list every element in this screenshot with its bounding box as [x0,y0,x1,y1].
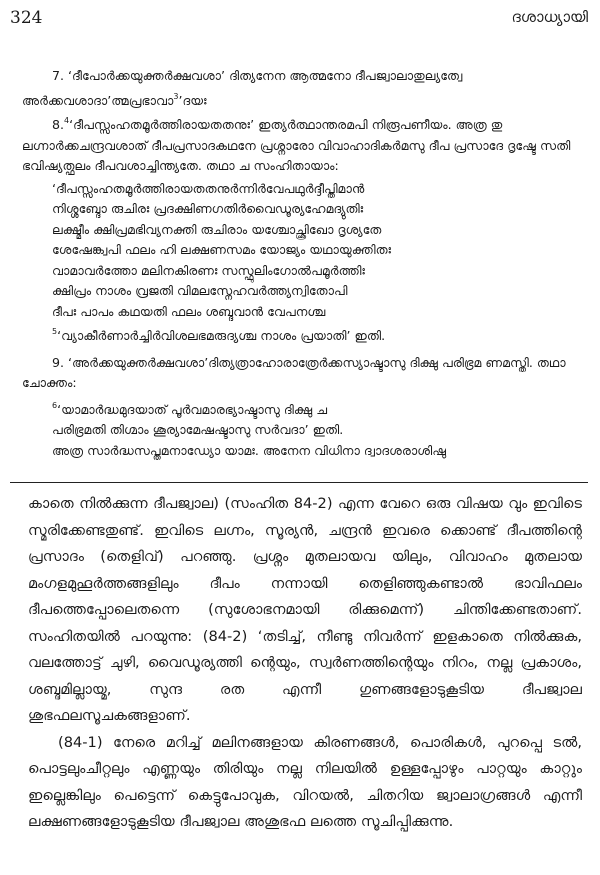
malayalam-translation [28,491,582,836]
para7-text-cont: അർക്കവശാദാ’ത്മപ്രഭാവാ [22,92,174,108]
translation-paragraph-2: (84-1) നേരെ മറിച്ച് മലിനങ്ങളായ കിരണങ്ങൾ, പൊരികൾ, പുറപ്പെ ടൽ, പൊട്ടലും‌ചീറ്റലും എണ്ണയും തിരിയും നല്ല നിലയിൽ ഉള്ളപ്പോഴും പാറ്റയും കാറ്റും ഇല്ലെങ്കിലും പെട്ടെന്ന് കെട്ടുപോവുക, വിറയൽ, ചിതറിയ ജ്വാലാഗ്രങ്ങൾ എന്നീ ലക്ഷണങ്ങളോടുകൂടിയ ദീപജ്വാല അശുഭഫ ലത്തെ സൂചിപ്പിക്കുന്നു. [28,733,582,830]
page-number: 324 [10,8,43,28]
verse-block-2 [52,396,578,462]
verse-line: ക്ഷിപ്രം നാശം വ്രജതി വിമലസ്നേഹവർത്ത്യന്വിതോപി [52,283,348,298]
verse-line: ശേഷേങ്ക്വപി ഫലം ഹി ലക്ഷണസമം യോജ്യം യഥായുക്തിതഃ [52,242,392,257]
page-header [10,8,588,38]
verse-line: ലക്ഷ്മീം ക്ഷിപ്രമഭിവ്യനക്തി രുചിരാം യശ്ചോച്ഛ്രിഖോ ദൃശ്യതേ [52,221,382,237]
verse-line: പരിഭ്രമതി തിഗ്മാം ശൂര്യാമേഷഷ്ടാസു സർവദാ’ ഇതി. [52,422,344,437]
commentary-paragraph-7 [22,66,578,111]
footnote-ref-3: 3 [173,91,179,101]
footnote-ref-6: 6 [52,400,58,410]
sanskrit-commentary [22,66,578,467]
commentary-paragraph-8 [22,111,578,177]
para8-text: ‘ദീപസ്സംഹതമൂർത്തിരായതതനുഃ’ ഇത്യർത്ഥാന്തരമപി നിരൂപണീയം. അത്ര തു ലഗ്നാർക്കചന്ദ്രവശാത് ദീപപ്രസാദകഥനേ പ്രശ്നാരോ വിവാഹാദികർമസു ദീപ പ്രസാദേ ദൃഷ്ടേ സതി ഭവിഷ്യത്ഫലം ദീപവശാച്ചിന്ത്യതേ. തഥാ ച സംഹിതായാം: [22,117,571,173]
translation-paragraph-1: കാതെ നിൽക്കുന്ന ദീപജ്വാല) (സംഹിത 84-2) എന്ന വേറെ ഒരു വിഷയ വും ഇവിടെ സ്മരിക്കേണ്ടതുണ്ട്. ഇവിടെ ലഗ്നം, സൂര്യൻ, ചന്ദ്രൻ ഇവരെ ക്കൊണ്ട് ദീപത്തിന്റെ പ്രസാദം (തെളിവ്) പറഞ്ഞു. പ്രശ്നം മുതലായവ യിലും, വിവാഹം മുതലായ മംഗളമുഹൂർത്തങ്ങളിലും ദീപം നന്നായി തെളിഞ്ഞുകണ്ടാൽ ഭാവിഫലം ദീപത്തെപ്പോലെതന്നെ (സുശോഭനമായി രിക്കുമെന്ന്) ചിന്തിക്കേണ്ടതാണ്. സംഹിതയിൽ പറയുന്നു: (84-2) ‘തടിച്ച്, നീണ്ടു നിവർന്ന് ഇളകാതെ നിൽക്കുക, വലത്തോട്ട് ചുഴി, വൈഡൂര്യത്തി ന്റെയും, സ്വർണത്തിന്റെയും നിറം, നല്ല പ്രകാശം, ശബ്ദമില്ലായ്മ, സുന്ദ രത എന്നീ ഗുണങ്ങളോടുകൂടിയ ദീപജ്വാല ശുഭഫലസൂചകങ്ങളാണ്. [28,495,582,724]
running-title: ദശാധ്യായി [511,8,588,26]
commentary-paragraph-9: 9. ‘അർക്കയുക്തർക്ഷവശാ’ദിത്യത്രാഹോരാത്രേർക്കസ്യാഷ്ടാസു ദിക്ഷു പരിഭ്രമ ണമസ്തി. തഥാ ചോക്തം: [22,354,566,390]
para7-tail: ’ദയഃ [178,92,207,108]
verse-line [52,322,578,347]
verse-line: ‘ദീപസ്സംഹതമൂർത്തിരായതതനുർന്നിർവേപഥുർദ്ദീപ്തിമാൻ [52,180,365,196]
verse-block-1 [52,179,578,347]
verse-line-text: ‘വ്യാകീർണാർച്ചിർവിശലഭമരുദ്യശ്ച നാശം പ്രയാതി’ ഇതി. [57,328,386,343]
footnote-ref-4: 4 [64,116,70,125]
verse-line: നിശ്ശബ്ദോ രുചിരഃ പ്രദക്ഷിണഗതിർവൈഡൂര്യഹേമദ്യുതിഃ [52,201,364,216]
verse-line-text: ‘യാമാർദ്ധമുദയാത് പൂർവമാരഭ്യാഷ്ടാസു ദിക്ഷു ച [57,401,328,417]
verse-line: വാമാവർത്തോ മലിനകിരണഃ സസ്ഫുലിംഗോൽപമൂർത്തിഃ [52,262,365,278]
verse-line: ദീപഃ പാപം കഥയതി ഫലം ശബ്ദവാൻ വേപനശ്ച [52,303,326,319]
para7-text: 7. ‘ദീപോർക്കയുക്തർക്ഷവശാ’ ദിത്യനേന ആത്മനോ ദീപജ്വാലാതുല്യത്വേ [52,68,463,83]
verse-line [52,396,578,421]
footnote-ref-5: 5 [52,327,58,336]
section-divider [10,482,588,483]
para8-number: 8. [52,117,65,132]
verse-line: അത്ര സാർദ്ധസപ്തമനാഡ്യോ യാമഃ. അനേന വിധിനാ ദ്വാദശരാശിഷു [52,442,447,458]
